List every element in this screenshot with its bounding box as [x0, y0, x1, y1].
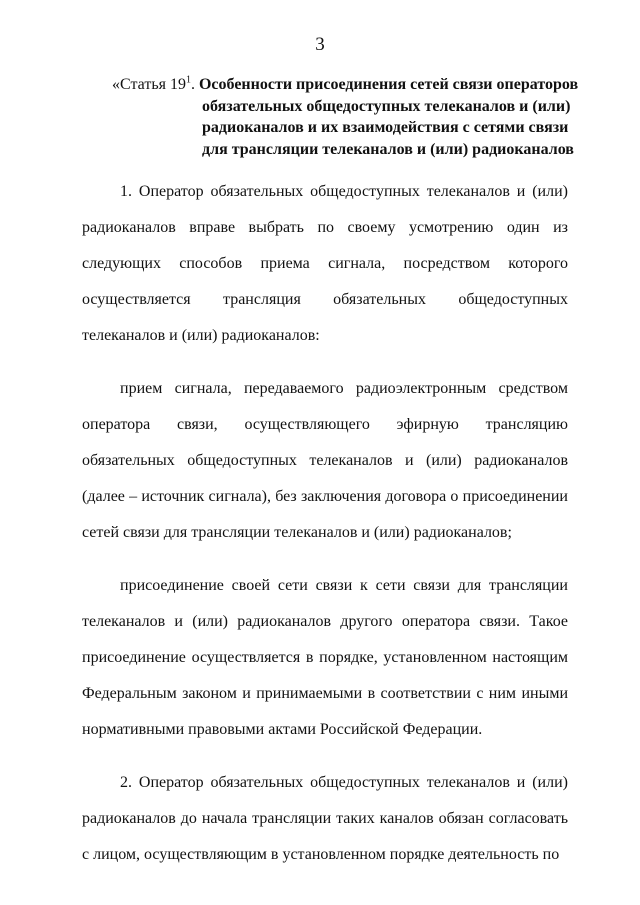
paragraph-clause-1: 1. Оператор обязательных общедоступных телеканалов и (или) радиоканалов вправе выбрать по своему усмотрению один из следующих способов приема сигнала, посредством которого осуществляется трансляция обязательных общедоступных телеканалов и (или) радиоканалов:: [82, 183, 568, 344]
article-label: «Статья 19: [112, 76, 186, 93]
paragraph-option-network-connection: присоединение своей сети связи к сети связи для трансляции телеканалов и (или) радиоканалов другого оператора связи. Такое присоединение осуществляется в порядке, установленном настоящим Федеральным законом и принимаемыми в соответствии с ним иными нормативными правовыми актами Российской Федерации.: [82, 577, 568, 738]
article-title-line-3: радиоканалов и их взаимодействия с сетями связи: [202, 119, 569, 136]
article-title-line-4: для трансляции телеканалов и (или) радиоканалов: [202, 140, 574, 158]
article-heading-first-line: [112, 74, 582, 96]
article-label-superscript: 1: [185, 74, 191, 86]
article-title-line-1: Особенности присоединения сетей связи операторов: [198, 76, 579, 93]
page-number: 3: [315, 34, 325, 55]
article-title-line-2: обязательных общедоступных телеканалов и (или): [202, 97, 571, 115]
paragraph-clause-2: 2. Оператор обязательных общедоступных телеканалов и (или) радиоканалов до начала трансляции таких каналов обязан согласовать с лицом, осуществляющим в установленном порядке деятельность по: [82, 774, 568, 863]
article-body: [82, 174, 568, 873]
article-label-suffix: .: [190, 76, 195, 93]
paragraph-option-signal-reception: прием сигнала, передаваемого радиоэлектронным средством оператора связи, осуществляющего эфирную трансляцию обязательных общедоступных телеканалов и (или) радиоканалов (далее – источник сигнала), без заключения договора о присоединении сетей связи для трансляции телеканалов и (или) радиоканалов;: [82, 380, 568, 541]
article-heading: [112, 74, 582, 160]
